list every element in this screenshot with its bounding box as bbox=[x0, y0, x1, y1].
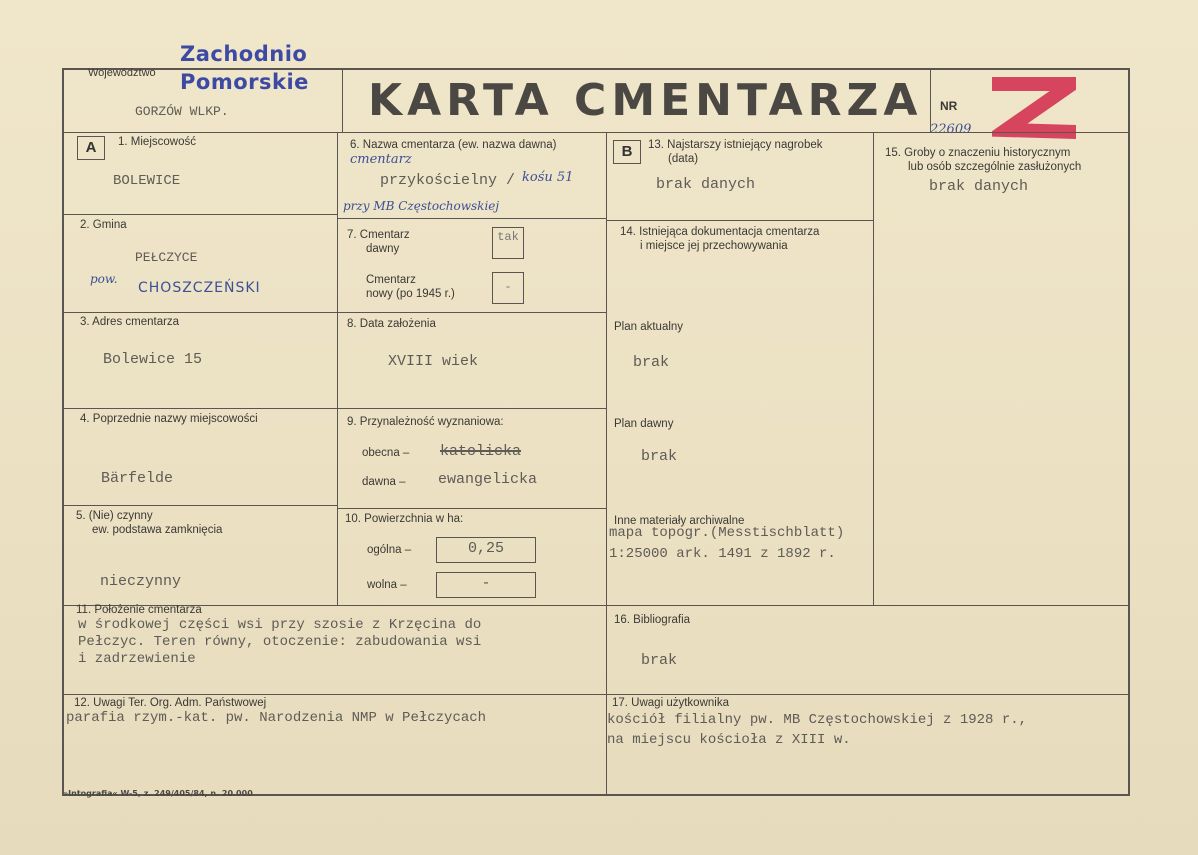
field9-label: 9. Przynależność wyznaniowa: bbox=[347, 416, 504, 428]
field17-line2: na miejscu kościoła z XIII w. bbox=[607, 732, 851, 748]
field13-label-line2: (data) bbox=[668, 153, 699, 165]
field6-label: 6. Nazwa cmentarza (ew. nazwa dawna) bbox=[350, 139, 557, 151]
col-line-3 bbox=[873, 132, 874, 606]
field8-value: XVIII wiek bbox=[388, 353, 479, 370]
field9-obecna-label: obecna – bbox=[362, 447, 410, 459]
inne-label: Inne materiały archiwalne bbox=[614, 515, 745, 527]
field6-hand2: kośu 51 bbox=[522, 170, 574, 185]
header-bottom-line bbox=[62, 132, 1130, 133]
field7-nowy-label2: nowy (po 1945 r.) bbox=[366, 288, 455, 300]
row-line-c2-1 bbox=[337, 218, 606, 219]
field7-dawny-label1: 7. Cmentarz bbox=[347, 229, 410, 241]
field10-label: 10. Powierzchnia w ha: bbox=[345, 513, 464, 525]
field5-label-line1: 5. (Nie) czynny bbox=[76, 510, 153, 522]
field6-value: przykościelny / bbox=[380, 172, 516, 189]
field5-label-line2: ew. podstawa zamknięcia bbox=[92, 524, 223, 536]
field13-value: brak danych bbox=[656, 176, 756, 193]
wojewodztwo-value: GORZÓW WLKP. bbox=[135, 104, 229, 119]
field15-label-line2: lub osób szczególnie zasłużonych bbox=[908, 161, 1082, 173]
field2-pow-value: CHOSZCZEŃSKI bbox=[138, 280, 261, 296]
col-line-2 bbox=[606, 132, 607, 796]
field14-label-line1: 14. Istniejąca dokumentacja cmentarza bbox=[620, 226, 820, 238]
field2-label: 2. Gmina bbox=[80, 219, 127, 231]
field2-value: PEŁCZYCE bbox=[135, 250, 198, 265]
nr-value: 22609 bbox=[930, 122, 972, 137]
field11-line2: Pełczyc. Teren równy, otoczenie: zabudowania wsi bbox=[78, 634, 482, 650]
field11-line1: w środkowej części wsi przy szosie z Krzęcina do bbox=[78, 617, 482, 633]
field7-nowy-label1: Cmentarz bbox=[366, 274, 416, 286]
field1-value: BOLEWICE bbox=[113, 173, 181, 189]
field8-label: 8. Data założenia bbox=[347, 318, 436, 330]
inne-line1: mapa topogr.(Messtischblatt) bbox=[609, 525, 845, 541]
field15-value: brak danych bbox=[929, 178, 1029, 195]
field11-label: 11. Położenie cmentarza bbox=[76, 604, 202, 616]
field4-value: Bärfelde bbox=[101, 470, 174, 487]
header-divider-1 bbox=[342, 70, 343, 132]
field10-ogolna-label: ogólna – bbox=[367, 544, 412, 556]
region-stamp-line1: Zachodnio bbox=[180, 42, 308, 66]
field7-dawny-box: tak bbox=[492, 227, 524, 259]
card-title: KARTA CMENTARZA bbox=[368, 75, 923, 126]
plan-dawny-value: brak bbox=[641, 448, 678, 465]
field16-value: brak bbox=[641, 652, 678, 669]
wojewodztwo-label: Województwo bbox=[88, 67, 156, 79]
print-info: »Intografia« W-5, z. 249/405/84, n. 20.000 bbox=[63, 789, 253, 798]
col-line-1 bbox=[337, 132, 338, 605]
field10-ogolna-box: 0,25 bbox=[436, 537, 536, 563]
field3-value: Bolewice 15 bbox=[103, 351, 203, 368]
field3-label: 3. Adres cmentarza bbox=[80, 316, 180, 328]
region-stamp-line2: Pomorskie bbox=[180, 70, 309, 94]
field17-line1: kościół filialny pw. MB Częstochowskiej z 1928 r., bbox=[607, 712, 1028, 728]
field6-hand1: cmentarz bbox=[350, 152, 412, 167]
field4-label: 4. Poprzednie nazwy miejscowości bbox=[80, 413, 258, 425]
row-line-lower-1 bbox=[62, 605, 1130, 606]
field12-label: 12. Uwagi Ter. Org. Adm. Państwowej bbox=[74, 697, 267, 709]
inne-line2: 1:25000 ark. 1491 z 1892 r. bbox=[609, 546, 836, 562]
field9-dawna-label: dawna – bbox=[362, 476, 406, 488]
plan-aktualny-value: brak bbox=[633, 354, 670, 371]
row-line-c1-2 bbox=[62, 312, 337, 313]
row-line-c2-3 bbox=[337, 408, 606, 409]
row-line-c1-4 bbox=[62, 505, 337, 506]
field11-line3: i zadrzewienie bbox=[78, 651, 196, 667]
field6-hand3: przy MB Częstochowskiej bbox=[343, 199, 500, 213]
field12-value: parafia rzym.-kat. pw. Narodzenia NMP w Pełczycach bbox=[66, 710, 487, 726]
plan-dawny-label: Plan dawny bbox=[614, 418, 674, 430]
row-line-c2-4 bbox=[337, 508, 606, 509]
field5-value: nieczynny bbox=[100, 573, 182, 590]
row-line-c3-1 bbox=[606, 220, 873, 221]
field9-obecna-value: katolicka bbox=[440, 443, 522, 460]
row-line-lower-2 bbox=[62, 694, 1130, 695]
field2-pow-label: pow. bbox=[90, 272, 118, 286]
row-line-c1-3 bbox=[62, 408, 337, 409]
row-line-c1-1 bbox=[62, 214, 337, 215]
nr-label: NR bbox=[940, 99, 958, 113]
field10-wolna-box: - bbox=[436, 572, 536, 598]
field17-label: 17. Uwagi użytkownika bbox=[612, 697, 729, 709]
row-line-c2-2 bbox=[337, 312, 606, 313]
field9-dawna-value: ewangelicka bbox=[438, 471, 538, 488]
field13-label-line1: 13. Najstarszy istniejący nagrobek bbox=[648, 139, 823, 151]
field16-label: 16. Bibliografia bbox=[614, 614, 691, 626]
section-a-marker: A bbox=[77, 136, 105, 160]
plan-aktualny-label: Plan aktualny bbox=[614, 321, 684, 333]
section-b-marker: B bbox=[613, 140, 641, 164]
field10-wolna-label: wolna – bbox=[367, 579, 407, 591]
field7-nowy-box: - bbox=[492, 272, 524, 304]
field14-label-line2: i miejsce jej przechowywania bbox=[640, 240, 788, 252]
field1-label: 1. Miejscowość bbox=[118, 136, 196, 148]
field7-dawny-label2: dawny bbox=[366, 243, 400, 255]
field15-label-line1: 15. Groby o znaczeniu historycznym bbox=[885, 147, 1071, 159]
